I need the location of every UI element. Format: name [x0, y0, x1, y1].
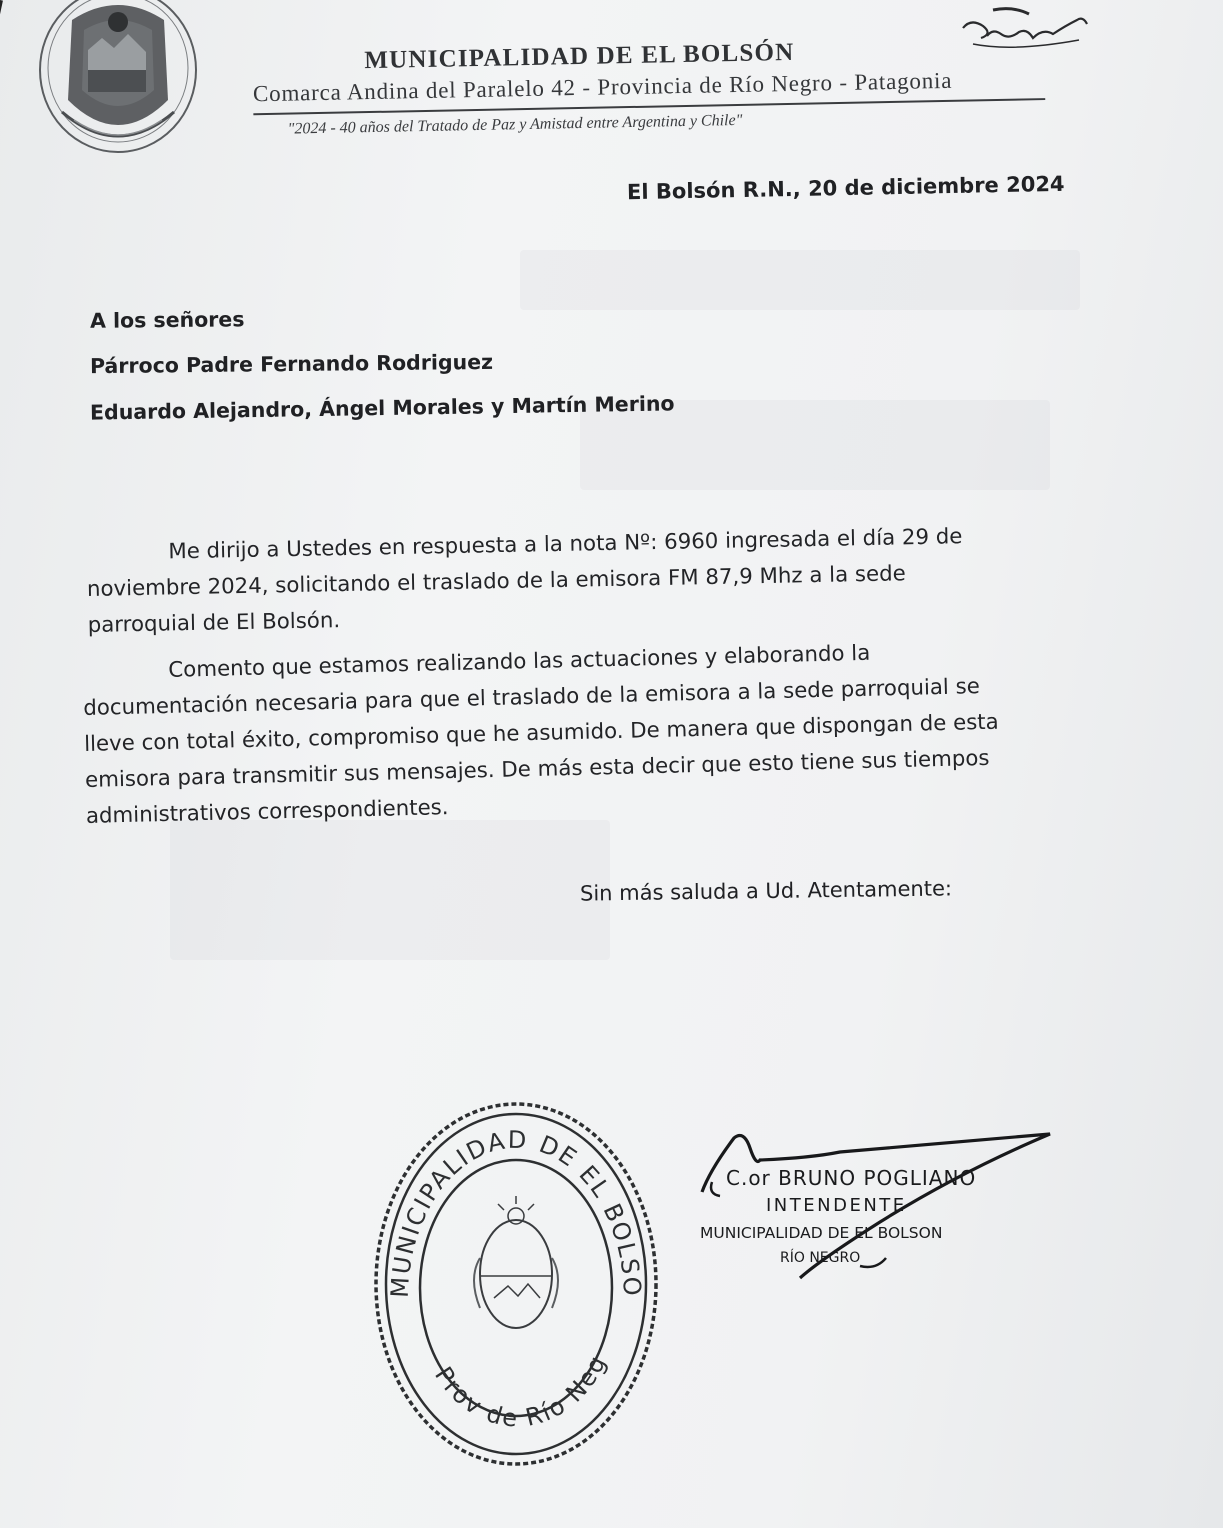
paragraph-line: parroquial de El Bolsón.	[87, 608, 341, 638]
seal-top-text: MUNICIPALIDAD DE EL BOLSO	[385, 1125, 647, 1299]
signatory-name: C.or BRUNO POGLIANO	[726, 1166, 977, 1190]
svg-text:MUNICIPALIDAD DE EL BOLSON	[368, 1098, 646, 1298]
paragraph-line: emisora para transmitir sus mensajes. De más esta decir que esto tiene sus tiempos	[84, 745, 990, 793]
letterhead	[214, 34, 1046, 140]
recipient-line: Eduardo Alejandro, Ángel Morales y Martín Merino	[89, 391, 675, 425]
letterhead-subtitle: Comarca Andina del Paralelo 42 - Provincia de Río Negro - Patagonia	[253, 66, 1046, 115]
date-line: El Bolsón R.N., 20 de diciembre 2024	[626, 171, 1065, 205]
signatory-role: INTENDENTE	[766, 1195, 907, 1216]
municipal-seal-stamp	[368, 1098, 664, 1470]
signature-block	[690, 1130, 1060, 1280]
letterhead-motto: "2024 - 40 años del Tratado de Paz y Amistad entre Argentina y Chile"	[287, 111, 743, 138]
bleed-through	[170, 820, 610, 960]
edge-mark	[0, 0, 15, 32]
seal-bottom-text: Prov de Río Neg	[429, 1349, 613, 1433]
paragraph-line: Me dirijo a Ustedes en respuesta a la nota Nº: 6960 ingresada el día 29 de	[168, 524, 963, 565]
letterhead-title: MUNICIPALIDAD DE EL BOLSÓN	[364, 38, 795, 75]
closing-line: Sin más saluda a Ud. Atentamente:	[579, 876, 953, 906]
body-paragraph	[86, 519, 988, 644]
municipal-crest	[22, 0, 202, 160]
salutation: A los señores	[89, 307, 245, 333]
paragraph-line: administrativos correspondientes.	[85, 795, 449, 829]
body-paragraph	[82, 632, 1046, 835]
signatory-organization: MUNICIPALIDAD DE EL BOLSON	[700, 1224, 943, 1242]
paragraph-line: noviembre 2024, solicitando el traslado de la emisora FM 87,9 Mhz a la sede	[86, 561, 906, 602]
bleed-through	[520, 250, 1080, 310]
paragraph-line: documentación necesaria para que el traslado de la emisora a la sede parroquial se	[83, 674, 981, 721]
paragraph-line: Comento que estamos realizando las actuaciones y elaborando la	[168, 640, 871, 683]
recipient-line: Párroco Padre Fernando Rodriguez	[89, 349, 494, 379]
paragraph-line: lleve con total éxito, compromiso que he asumido. De manera que dispongan de esta	[83, 709, 999, 757]
signatory-province: RÍO NEGRO	[780, 1250, 861, 1266]
